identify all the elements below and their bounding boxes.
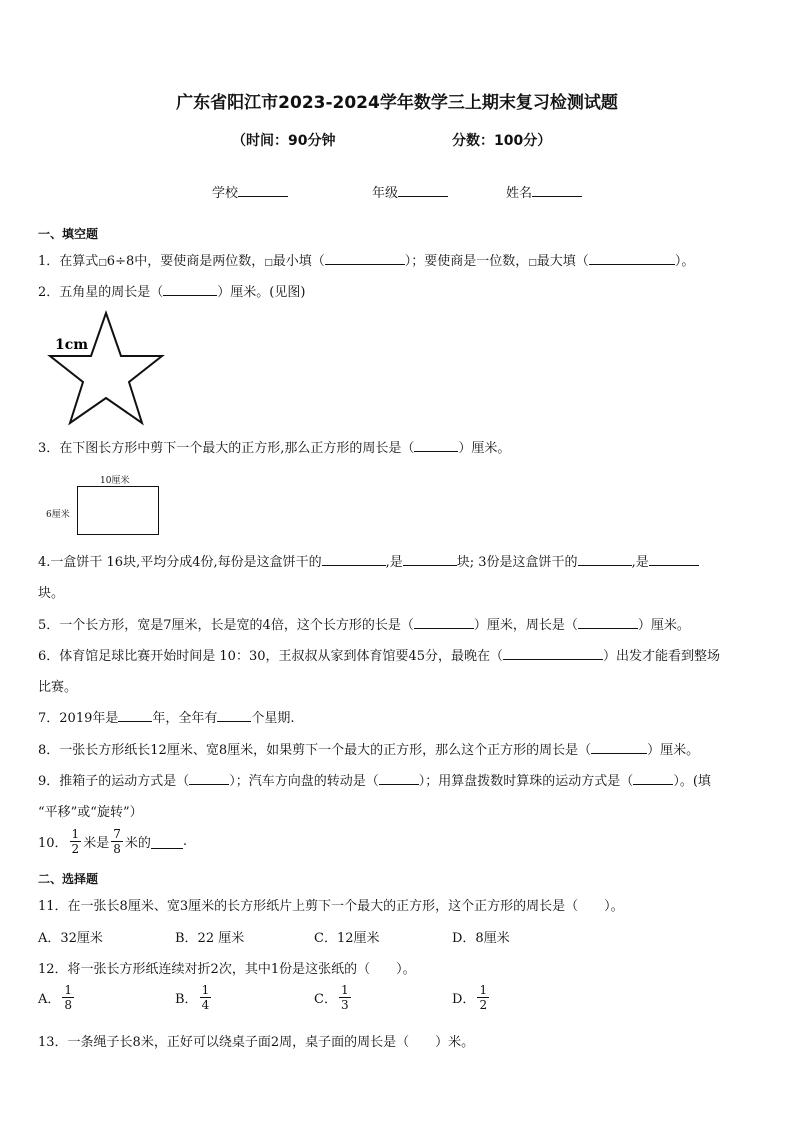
star-shape bbox=[50, 313, 162, 423]
question-5 bbox=[38, 614, 690, 633]
q6-blank[interactable] bbox=[503, 646, 603, 660]
placeholder-box-icon: □ bbox=[264, 258, 273, 268]
question-6 bbox=[38, 645, 720, 664]
fraction-numerator: 1 bbox=[201, 983, 210, 997]
q5-text-a: 5．一个长方形，宽是7厘米，长是宽的4倍，这个长方形的长是（ bbox=[38, 618, 414, 633]
q4-blank-4[interactable] bbox=[649, 552, 699, 566]
name-blank[interactable] bbox=[532, 183, 582, 197]
q10-fraction-1 bbox=[70, 827, 82, 856]
q3-text-b: ）厘米。 bbox=[458, 441, 511, 456]
question-4 bbox=[38, 551, 699, 570]
q1-text-d: ）；要使商是一位数， bbox=[404, 254, 529, 269]
question-10 bbox=[38, 827, 187, 856]
school-blank[interactable] bbox=[238, 183, 288, 197]
q2-text-a: 2．五角星的周长是（ bbox=[38, 285, 164, 300]
grade-blank[interactable] bbox=[398, 183, 448, 197]
section-choice-heading: 二、选择题 bbox=[38, 872, 99, 886]
q8-blank[interactable] bbox=[591, 740, 647, 754]
q10-fraction-2 bbox=[111, 827, 123, 856]
q9-blank-1[interactable] bbox=[189, 771, 229, 785]
q2-blank[interactable] bbox=[163, 282, 217, 296]
name-label: 姓名 bbox=[506, 186, 533, 201]
q8-text-a: 8．一张长方形纸长12厘米、宽8厘米，如果剪下一个最大的正方形，那么这个正方形的周长是（ bbox=[38, 743, 592, 758]
q1-text-f: ）。 bbox=[674, 254, 695, 269]
option-fraction bbox=[200, 983, 212, 1012]
q1-text-b: 6÷8中，要使商是两位数， bbox=[106, 254, 265, 269]
q9-text-a: 9．推箱子的运动方式是（ bbox=[38, 774, 190, 789]
option-label: C． bbox=[314, 992, 337, 1007]
q1-blank-2[interactable] bbox=[589, 251, 675, 265]
q10-text-b: 米是 bbox=[83, 836, 110, 851]
option-fraction bbox=[477, 983, 489, 1012]
q6-text-b: ）出发才能看到整场 bbox=[603, 649, 721, 664]
question-9-cont: “平移”或“旋转”） bbox=[38, 805, 143, 820]
q9-blank-3[interactable] bbox=[633, 771, 673, 785]
q4-blank-3[interactable] bbox=[578, 552, 632, 566]
placeholder-box-icon: □ bbox=[98, 258, 107, 268]
option-fraction bbox=[62, 983, 74, 1012]
school-label: 学校 bbox=[212, 186, 239, 201]
fraction-denominator: 4 bbox=[201, 998, 210, 1012]
question-2 bbox=[38, 281, 305, 300]
section-fill-heading: 一、填空题 bbox=[38, 227, 99, 241]
q5-text-b: ）厘米，周长是（ bbox=[473, 618, 578, 633]
option-label: A． bbox=[38, 992, 61, 1007]
fraction-denominator: 8 bbox=[64, 998, 73, 1012]
q3-text-a: 3．在下图长方形中剪下一个最大的正方形,那么正方形的周长是（ bbox=[38, 441, 415, 456]
fraction-denominator: 3 bbox=[340, 998, 349, 1012]
q7-text-b: 年，全年有 bbox=[152, 711, 218, 726]
fraction-denominator: 2 bbox=[71, 842, 80, 856]
fraction-denominator: 8 bbox=[113, 842, 121, 856]
question-1 bbox=[38, 250, 694, 269]
q5-blank-1[interactable] bbox=[414, 615, 474, 629]
fraction-numerator: 1 bbox=[64, 983, 73, 997]
question-4-cont: 块。 bbox=[38, 586, 65, 601]
grade-field[interactable] bbox=[372, 182, 448, 201]
option-fraction bbox=[339, 983, 351, 1012]
q4-text-b: ,是 bbox=[385, 555, 403, 570]
grade-label: 年级 bbox=[372, 186, 399, 201]
q12-option-a[interactable] bbox=[38, 983, 76, 1012]
q9-text-d: ）。(填 bbox=[673, 774, 711, 789]
q4-blank-2[interactable] bbox=[403, 552, 457, 566]
rectangle-figure bbox=[77, 486, 159, 535]
q4-text-a: 4.一盒饼干 16块,平均分成4份,每份是这盒饼干的 bbox=[38, 555, 322, 570]
q12-option-b[interactable] bbox=[175, 983, 213, 1012]
question-8 bbox=[38, 739, 699, 758]
q10-text-c: 米的 bbox=[124, 836, 151, 851]
q9-text-b: ）；汽车方向盘的转动是（ bbox=[229, 774, 379, 789]
q11-option-d[interactable]: D．8厘米 bbox=[452, 931, 510, 946]
q7-blank-2[interactable] bbox=[217, 708, 251, 722]
fraction-numerator: 1 bbox=[340, 983, 349, 997]
q4-text-d: ,是 bbox=[631, 555, 649, 570]
q1-text-a: 1．在算式 bbox=[38, 254, 99, 269]
q9-blank-2[interactable] bbox=[379, 771, 419, 785]
star-figure bbox=[44, 308, 169, 426]
question-12: 12．将一张长方形纸连续对折2次，其中1份是这张纸的（ ）。 bbox=[38, 962, 416, 977]
q7-blank-1[interactable] bbox=[118, 708, 152, 722]
question-13: 13．一条绳子长8米，正好可以绕桌子面2周，桌子面的周长是（ ）米。 bbox=[38, 1035, 475, 1050]
q1-text-e: 最大填（ bbox=[536, 254, 589, 269]
q4-text-c: 块; 3份是这盒饼干的 bbox=[456, 555, 578, 570]
q6-text-a: 6．体育馆足球比赛开始时间是 10：30，王叔叔从家到体育馆要45分，最晚在（ bbox=[38, 649, 504, 664]
question-3 bbox=[38, 437, 510, 456]
q5-blank-2[interactable] bbox=[578, 615, 638, 629]
q2-text-b: ）厘米。(见图) bbox=[217, 285, 306, 300]
option-label: B． bbox=[175, 992, 198, 1007]
q8-text-b: ）厘米。 bbox=[647, 743, 700, 758]
placeholder-box-icon: □ bbox=[528, 258, 537, 268]
name-field[interactable] bbox=[506, 182, 582, 201]
question-6-cont: 比赛。 bbox=[38, 680, 78, 695]
q11-option-b[interactable]: B．22 厘米 bbox=[175, 931, 245, 946]
q11-option-c[interactable]: C．12厘米 bbox=[314, 931, 380, 946]
exam-time: （时间：90分钟 bbox=[232, 133, 336, 149]
q7-text-a: 7．2019年是 bbox=[38, 711, 119, 726]
q7-text-c: 个星期. bbox=[251, 711, 295, 726]
q4-blank-1[interactable] bbox=[322, 552, 386, 566]
q12-option-d[interactable] bbox=[452, 983, 491, 1012]
q1-text-c: 最小填（ bbox=[272, 254, 325, 269]
question-11: 11．在一张长8厘米、宽3厘米的长方形纸片上剪下一个最大的正方形，这个正方形的周长是（ ）。 bbox=[38, 899, 624, 914]
q12-option-c[interactable] bbox=[314, 983, 353, 1012]
star-side-label: 1cm bbox=[55, 337, 89, 353]
fraction-numerator: 7 bbox=[113, 827, 121, 841]
q11-option-a[interactable]: A．32厘米 bbox=[38, 931, 103, 946]
question-9 bbox=[38, 770, 711, 789]
question-7 bbox=[38, 707, 295, 726]
q10-text-d: . bbox=[182, 834, 187, 849]
q1-blank-1[interactable] bbox=[325, 251, 405, 265]
exam-score: 分数：100分） bbox=[452, 133, 552, 149]
q10-text-a: 10． bbox=[38, 836, 68, 851]
q3-blank[interactable] bbox=[414, 438, 458, 452]
option-label: D． bbox=[452, 992, 476, 1007]
fraction-numerator: 1 bbox=[479, 983, 488, 997]
page-title: 广东省阳江市2023-2024学年数学三上期末复习检测试题 bbox=[176, 93, 618, 113]
q9-text-c: ）；用算盘拨数时算珠的运动方式是（ bbox=[418, 774, 634, 789]
q5-text-c: ）厘米。 bbox=[637, 618, 690, 633]
fraction-numerator: 1 bbox=[71, 827, 80, 841]
rect-length-label: 10厘米 bbox=[100, 476, 130, 486]
school-field[interactable] bbox=[212, 182, 288, 201]
rect-width-label: 6厘米 bbox=[46, 510, 70, 520]
q10-blank[interactable] bbox=[151, 835, 183, 849]
fraction-denominator: 2 bbox=[479, 998, 488, 1012]
